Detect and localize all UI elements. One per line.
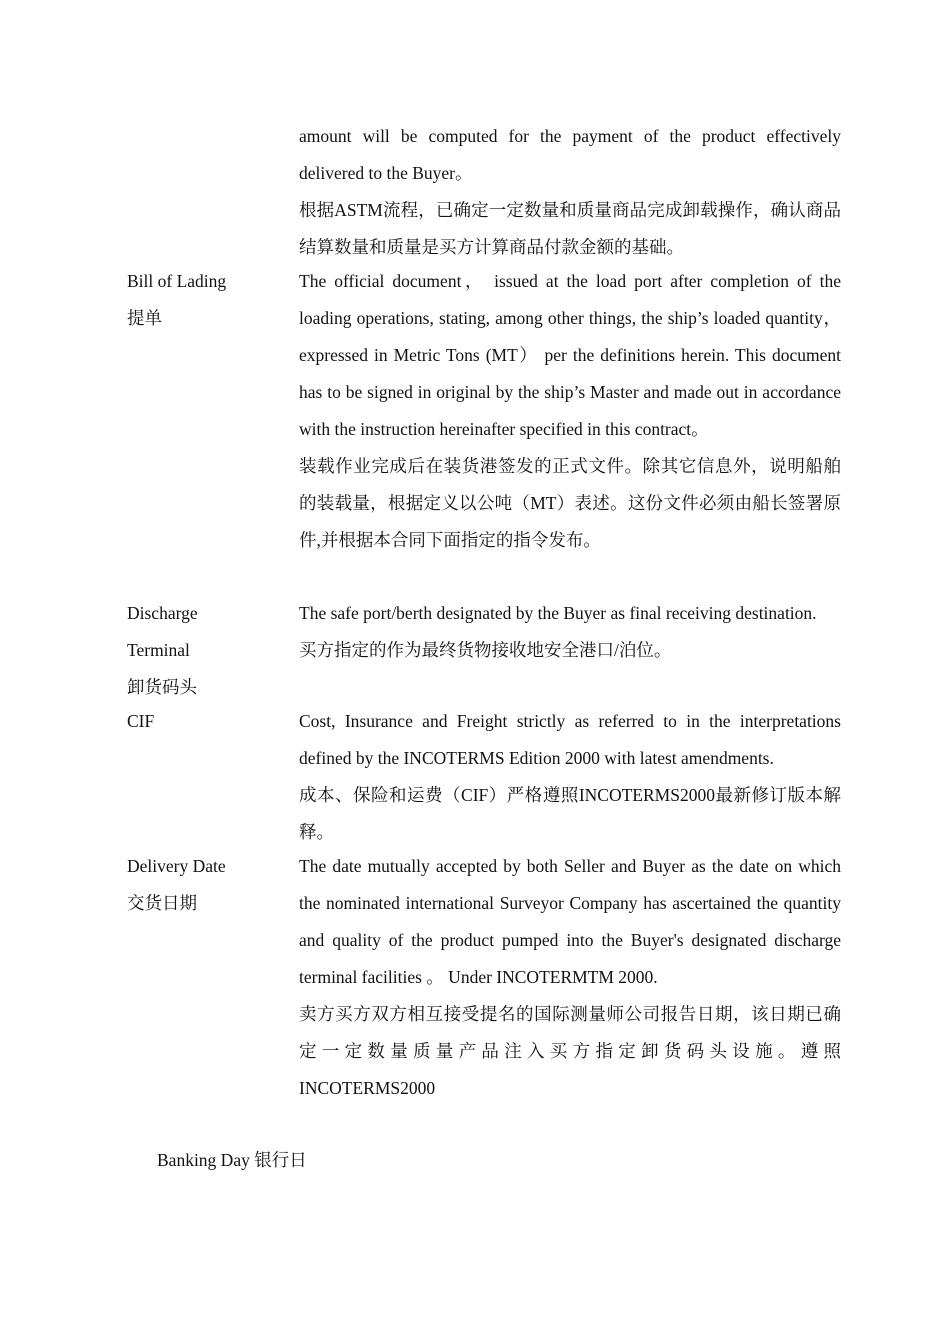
definition-english: The safe port/berth designated by the Buyer as final receiving destination. [299, 603, 817, 623]
term-english-line-1: Discharge [127, 603, 198, 623]
term-label [127, 263, 292, 337]
term-label [127, 595, 292, 706]
definition-chinese: 买方指定的作为最终货物接收地安全港口/泊位。 [299, 640, 672, 660]
term-english: Bill of Lading [127, 271, 227, 291]
term-chinese: 提单 [127, 308, 162, 328]
definition-text [299, 118, 841, 266]
term-label [127, 703, 292, 740]
definition-chinese: 装载作业完成后在装货港签发的正式文件。除其它信息外，说明船舶的装载量，根据定义以公吨（MT）表述。这份文件必须由船长签署原件,并根据本合同下面指定的指令发布。 [299, 456, 841, 550]
banking-day-term: Banking Day 银行日 [157, 1150, 307, 1170]
term-chinese: 卸货码头 [127, 677, 197, 697]
definition-english: amount will be computed for the payment of the product effectively delivered to the Buyer。 [299, 126, 841, 183]
definition-chinese: 卖方买方双方相互接受提名的国际测量师公司报告日期，该日期已确定一定数量质量产品注入买方指定卸货码头设施。遵照INCOTERMS2000 [299, 1004, 841, 1098]
definition-english: The date mutually accepted by both Seller and Buyer as the date on which the nominated international Surveyor Company has ascertained the quantity and quality of the product pumped into the Buyer's designated discharge terminal facilities 。 Under INCOTERMTM 2000. [299, 856, 841, 987]
term-label [127, 848, 292, 922]
definition-text [299, 703, 841, 851]
definition-chinese: 成本、保险和运费（CIF）严格遵照INCOTERMS2000最新修订版本解释。 [299, 785, 841, 842]
definition-text [299, 848, 841, 1107]
term-english-line-2: Terminal [127, 640, 190, 660]
definition-english: The official document， issued at the load port after completion of the loading operations, stating, among other things, the ship’s loaded quantity， expressed in Metric Tons (MT） per the definitions herein. This document has to be signed in original by the ship’s Master and made out in accordance with the instruction hereinafter specified in this contract。 [299, 271, 841, 439]
term-english: Delivery Date [127, 856, 226, 876]
term-chinese: 交货日期 [127, 893, 197, 913]
definition-text [299, 263, 841, 559]
definition-text [299, 595, 841, 669]
term-english: CIF [127, 711, 155, 731]
definition-english: Cost, Insurance and Freight strictly as referred to in the interpretations defined by the INCOTERMS Edition 2000 with latest amendments. [299, 711, 841, 768]
definition-chinese: 根据ASTM流程，已确定一定数量和质量商品完成卸载操作，确认商品结算数量和质量是买方计算商品付款金额的基础。 [299, 200, 841, 257]
